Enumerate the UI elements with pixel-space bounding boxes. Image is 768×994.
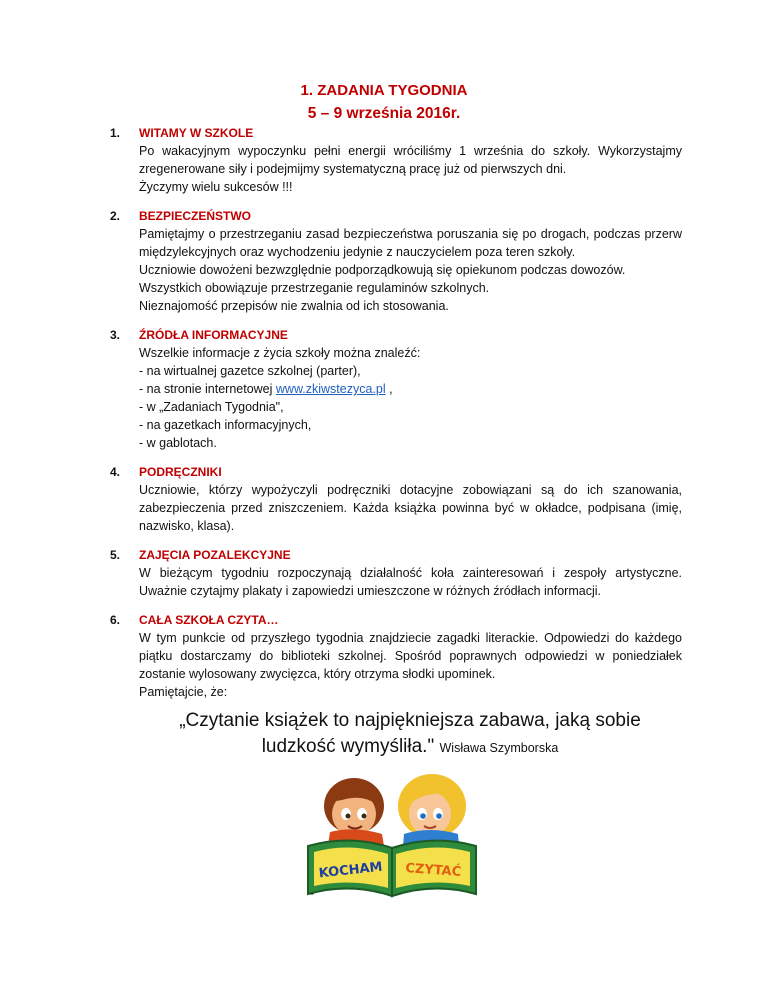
section-text: W tym punkcie od przyszłego tygodnia znajdziecie zagadki literackie. Odpowiedzi do każdego piątku dostarczamy do biblioteki szkolnej. Spośród poprawnych odpowiedzi w poniedziałek zostanie wylosowany zwycięzca, który otrzyma słodki upominek. [139,631,682,681]
list-item [139,380,682,398]
section-text: W bieżącym tygodniu rozpoczynają działalność koła zainteresowań i zespoły artystyczne. Uważnie czytajmy plakaty i zapowiedzi umieszczone w różnych źródłach informacji. [139,566,682,598]
section-number: 1. [110,126,121,140]
section-title: CAŁA SZKOŁA CZYTA… [139,613,279,627]
section-number: 6. [110,613,121,627]
sections-list [110,124,682,712]
section-number: 5. [110,548,121,562]
section-text: Uczniowie dowożeni bezwzględnie podporządkowują się opiekunom podczas dowozów. [139,263,626,277]
quote-text: „Czytanie książek to najpiękniejsza zabawa, jaką sobie ludzkość wymyśliła." [179,710,641,757]
section-text: Życzymy wielu sukcesów !!! [139,180,293,194]
title-line-2: 5 – 9 września 2016r. [307,105,461,122]
section-title: BEZPIECZEŃSTWO [139,209,252,223]
section-text: Pamiętajcie, że: [139,685,228,699]
section-title: WITAMY W SZKOLE [139,126,254,140]
list-item: - w gablotach. [139,436,217,450]
book [308,840,476,896]
list-item-prefix: - na stronie internetowej [139,382,276,396]
list-item-suffix: , [385,382,393,396]
footer-mark: - [310,886,314,900]
section-text: Nieznajomość przepisów nie zwalnia od ich stosowania. [139,299,449,313]
section-cala-szkola-czyta [110,611,682,701]
quote-author: Wisława Szymborska [439,741,559,755]
website-link[interactable]: www.zkiwstezyca.pl [275,382,386,396]
section-podreczniki [110,463,682,535]
section-text: Po wakacyjnym wypoczynku pełni energii wróciliśmy 1 września do szkoły. Wykorzystajmy zregenerowane siły i podejmijmy systematyczną pracę już od pierwszych dni. [139,144,682,176]
list-item: - na gazetkach informacyjnych, [139,418,312,432]
section-title: ŹRÓDŁA INFORMACYJNE [139,328,288,342]
page-title [0,80,768,126]
list-item: - na wirtualnej gazetce szkolnej (parter), [139,364,361,378]
children-reading-book-icon [302,768,482,900]
section-number: 2. [110,209,121,223]
section-text: Uczniowie, którzy wypożyczyli podręczniki dotacyjne zobowiązani są do ich szanowania, zabezpieczenia przed zniszczeniem. Każda książka powinna być w okładce, podpisana (imię, nazwisko, klasa). [139,483,682,533]
section-number: 4. [110,465,121,479]
section-zajecia [110,546,682,600]
section-zrodla [110,326,682,452]
section-bezpieczenstwo [110,207,682,315]
section-witamy [110,124,682,196]
section-number: 3. [110,328,121,342]
book-right-text: CZYTAĆ [404,861,462,880]
list-item: - w „Zadaniach Tygodnia", [139,400,284,414]
section-title: PODRĘCZNIKI [139,465,222,479]
title-line-1: 1. ZADANIA TYGODNIA [300,82,468,99]
book-left-text: KOCHAM [318,859,384,882]
section-text: Pamiętajmy o przestrzeganiu zasad bezpieczeństwa poruszania się po drogach, podczas przerw międzylekcyjnych oraz wychodzeniu jedynie z nauczycielem poza teren szkoły. [139,227,682,259]
quote-block [150,708,670,761]
section-text: Wszelkie informacje z życia szkoły można znaleźć: [139,346,421,360]
section-text: Wszystkich obowiązuje przestrzeganie regulaminów szkolnych. [139,281,490,295]
section-title: ZAJĘCIA POZALEKCYJNE [139,548,291,562]
